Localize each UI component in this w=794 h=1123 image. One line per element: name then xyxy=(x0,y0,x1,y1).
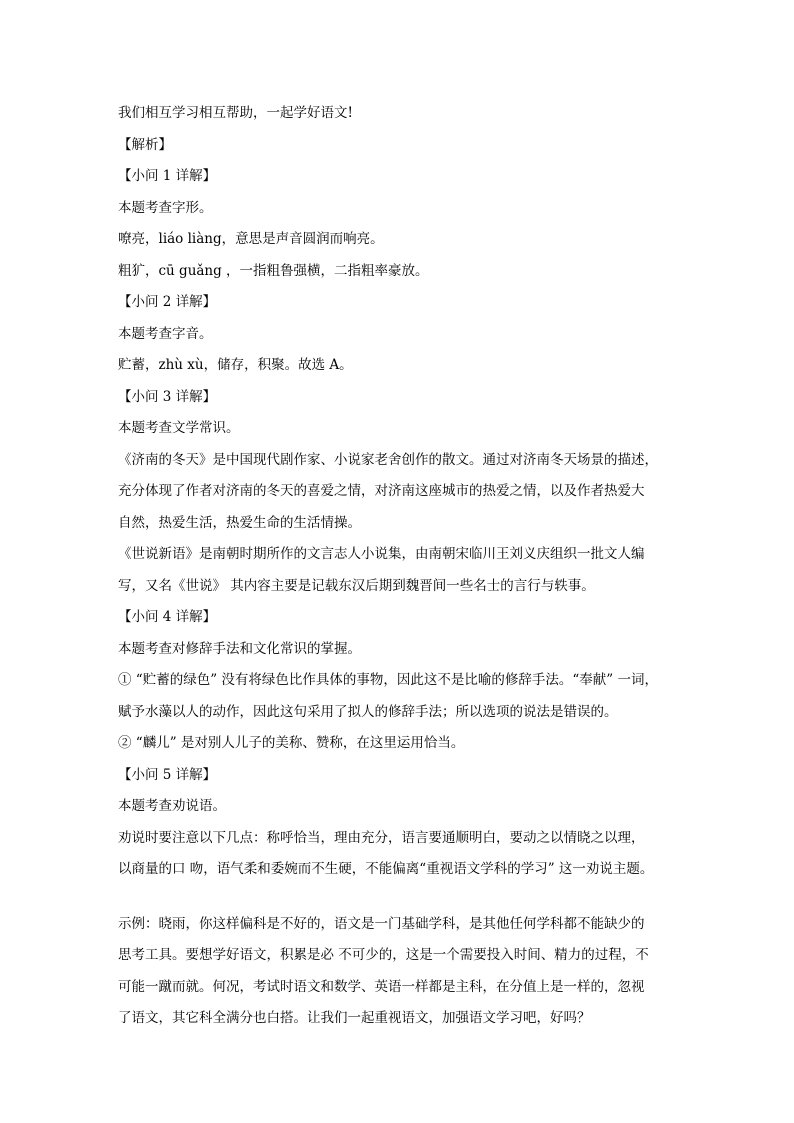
paragraph-line: 粗犷，cū guǎng ，一指粗鲁强横，二指粗率豪放。 xyxy=(118,262,429,279)
paragraph-line: 嘹亮，liáo liàng，意思是声音圆润而响亮。 xyxy=(118,231,384,247)
paragraph-line: 本题考查对修辞手法和文化常识的掌握。 xyxy=(118,640,361,657)
example-line: 可能一蹴而就。何况，考试时语文和数学、英语一样都是主科，在分值上是一样的，忽视 xyxy=(118,978,645,995)
paragraph-line: 《济南的冬天》是中国现代剧作家、小说家老舍创作的散文。通过对济南冬天场景的描述， xyxy=(118,451,658,468)
analysis-heading: 【解析】 xyxy=(118,136,172,153)
intro-line: 我们相互学习相互帮助，一起学好语文! xyxy=(118,105,353,121)
paragraph-line: 本题考查字音。 xyxy=(118,325,213,342)
paragraph-line: 写，又名《世说》 其内容主要是记载东汉后期到魏晋间一些名士的言行与轶事。 xyxy=(118,577,595,594)
blank-spacer xyxy=(118,886,698,909)
question-2-heading: 【小问 2 详解】 xyxy=(118,294,217,310)
question-4-heading: 【小问 4 详解】 xyxy=(118,609,217,625)
question-5-heading: 【小问 5 详解】 xyxy=(118,766,217,783)
example-line: 示例：晓雨，你这样偏科是不好的，语文是一门基础学科，是其他任何学科都不能缺少的 xyxy=(118,915,645,932)
paragraph-line: 《世说新语》是南朝时期所作的文言志人小说集，由南朝宋临川王刘义庆组织一批文人编 xyxy=(118,546,645,562)
example-line: 了语文，其它科全满分也白搭。让我们一起重视语文，加强语文学习吧，好吗？ xyxy=(118,1010,591,1026)
question-1-heading: 【小问 1 详解】 xyxy=(118,168,217,184)
paragraph-line: ① “贮蓄的绿色” 没有将绿色比作具体的事物，因此这不是比喻的修辞手法。“奉献” 一词， xyxy=(118,672,658,688)
paragraph-line: 劝说时要注意以下几点：称呼恰当，理由充分，语言要通顺明白，要动之以情晓之以理， xyxy=(118,829,645,846)
paragraph-line: ② “麟儿” 是对别人儿子的美称、赞称，在这里运用恰当。 xyxy=(118,735,465,751)
paragraph-line: 充分体现了作者对济南的冬天的喜爱之情，对济南这座城市的热爱之情，以及作者热爱大 xyxy=(118,483,645,499)
paragraph-line: 本题考查劝说语。 xyxy=(118,798,226,814)
example-line: 思考工具。要想学好语文，积累是必 不可少的，这是一个需要投入时间、精力的过程，不 xyxy=(118,947,649,963)
paragraph-line: 贮蓄，zhù xù，储存，积聚。故选 A。 xyxy=(118,357,353,373)
question-3-heading: 【小问 3 详解】 xyxy=(118,388,217,405)
paragraph-line: 本题考查字形。 xyxy=(118,199,213,216)
paragraph-line: 赋予水藻以人的动作，因此这句采用了拟人的修辞手法；所以选项的说法是错误的。 xyxy=(118,703,618,720)
paragraph-line: 本题考查文学常识。 xyxy=(118,420,240,436)
paragraph-line: 自然，热爱生活，热爱生命的生活情操。 xyxy=(118,514,361,531)
document-page xyxy=(118,98,698,1035)
paragraph-line: 以商量的口 吻，语气柔和委婉而不生硬，不能偏离“重视语文学科的学习” 这一劝说主题。 xyxy=(118,861,654,877)
